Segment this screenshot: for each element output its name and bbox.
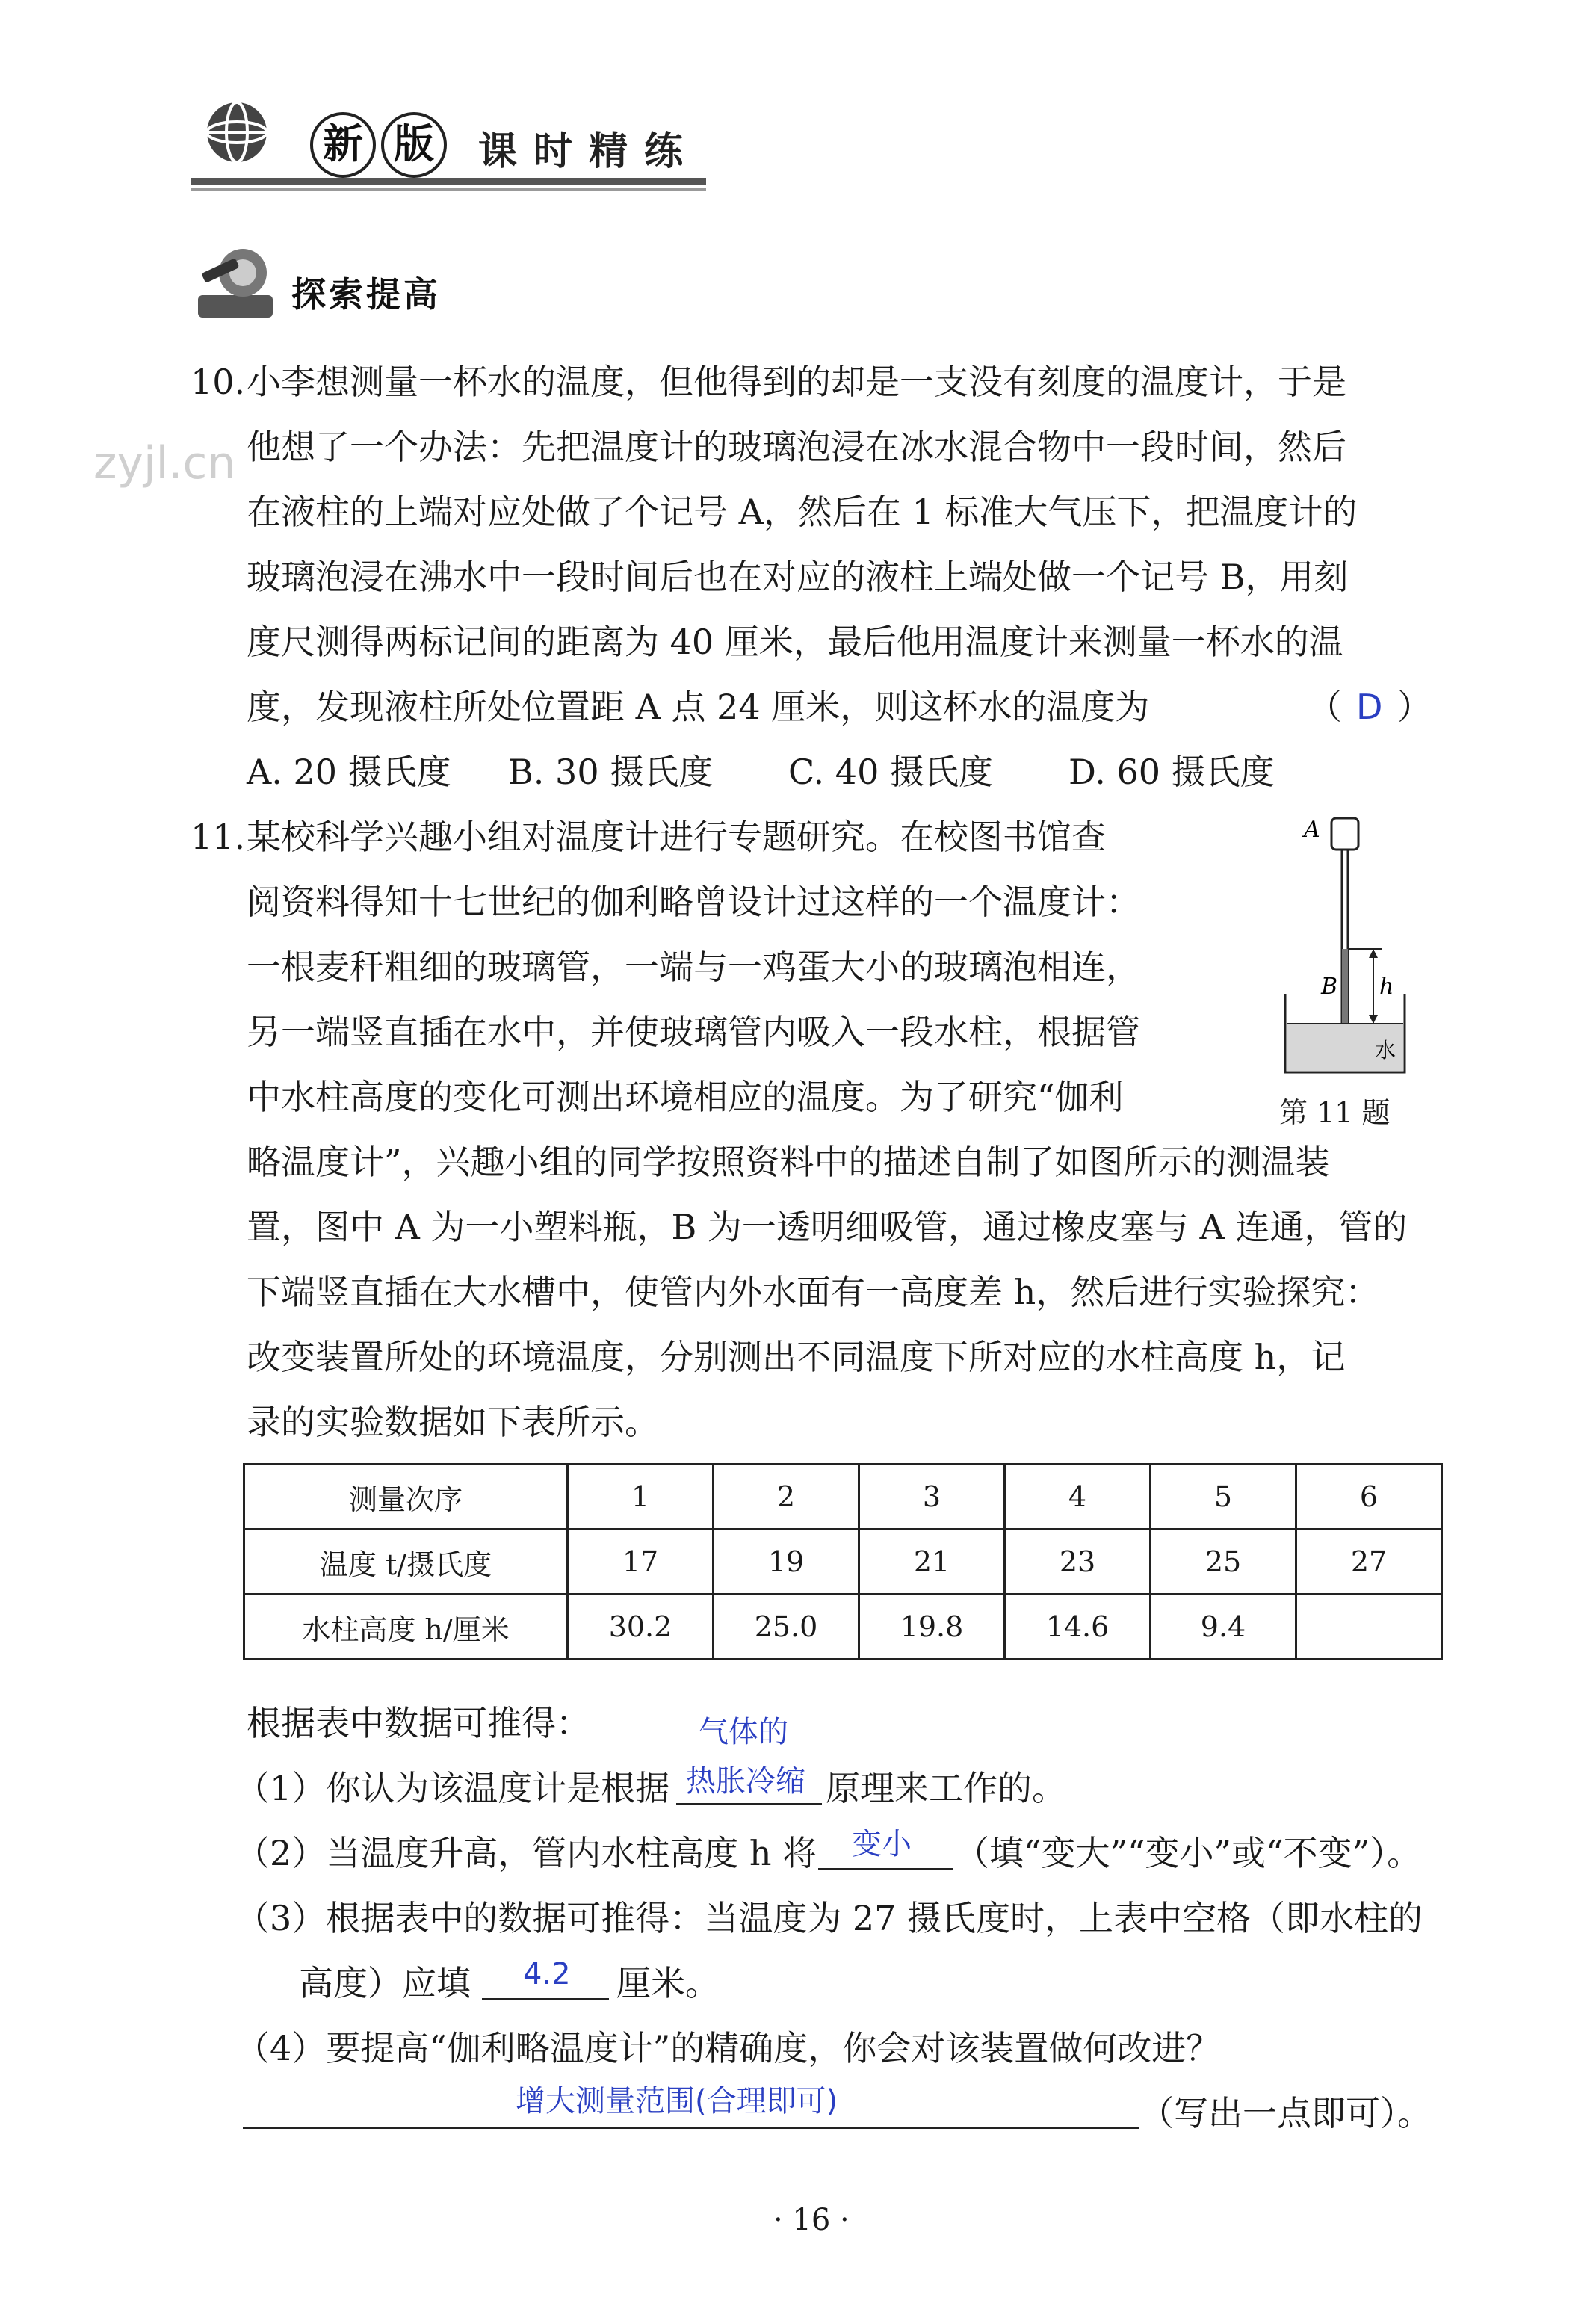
sub2-suffix: （填“变大”“变小”或“不变”）。 bbox=[955, 1833, 1422, 1873]
q10-line: 度尺测得两标记间的距离为 40 厘米，最后他用温度计来测量一杯水的温 bbox=[247, 622, 1343, 662]
table-cell: 4 bbox=[1005, 1465, 1151, 1530]
q10-paren-close: ） bbox=[1397, 687, 1432, 727]
table-cell: 19.8 bbox=[859, 1595, 1005, 1660]
sub4-suffix: （写出一点即可）。 bbox=[1139, 2093, 1432, 2133]
q10-answer: D bbox=[1356, 687, 1383, 727]
sub2-prefix: （2）当温度升高，管内水柱高度 h 将 bbox=[235, 1833, 817, 1873]
q10-line: 度，发现液柱所处位置距 A 点 24 厘米，则这杯水的温度为 bbox=[247, 687, 1150, 727]
header-logo bbox=[202, 97, 273, 168]
q10-line: 玻璃泡浸在沸水中一段时间后也在对应的液柱上端处做一个记号 B，用刻 bbox=[247, 557, 1349, 597]
table-header-cell: 温度 t/摄氏度 bbox=[244, 1530, 568, 1595]
table-cell: 25.0 bbox=[714, 1595, 859, 1660]
table-cell: 14.6 bbox=[1005, 1595, 1151, 1660]
q11-line: 改变装置所处的环境温度，分别测出不同温度下所对应的水柱高度 h，记 bbox=[247, 1337, 1346, 1377]
q11-line: 阅资料得知十七世纪的伽利略曾设计过这样的一个温度计： bbox=[247, 882, 1140, 922]
header-badge-edition: 版 bbox=[381, 112, 447, 178]
sub4-answer: 增大测量范围(合理即可) bbox=[516, 2084, 838, 2118]
sub2-answer: 变小 bbox=[852, 1827, 912, 1861]
q11-line: 下端竖直插在大水槽中，使管内外水面有一高度差 h，然后进行实验探究： bbox=[247, 1272, 1380, 1312]
sub3-line1: （3）根据表中的数据可推得：当温度为 27 摄氏度时，上表中空格（即水柱的 bbox=[235, 1898, 1423, 1938]
q10-line: 他想了一个办法：先把温度计的玻璃泡浸在冰水混合物中一段时间，然后 bbox=[247, 427, 1346, 467]
table-cell: 23 bbox=[1005, 1530, 1151, 1595]
table-cell: 25 bbox=[1151, 1530, 1296, 1595]
table-cell: 9.4 bbox=[1151, 1595, 1296, 1660]
watermark: zyjl.cn bbox=[93, 437, 236, 489]
q11-line: 某校科学兴趣小组对温度计进行专题研究。在校图书馆查 bbox=[247, 817, 1106, 857]
table-cell: 5 bbox=[1151, 1465, 1296, 1530]
q11-line: 中水柱高度的变化可测出环境相应的温度。为了研究“伽利 bbox=[247, 1077, 1124, 1117]
data-table bbox=[243, 1463, 1443, 1660]
table-row bbox=[244, 1465, 1442, 1530]
page-number: · 16 · bbox=[773, 2203, 850, 2237]
q10-paren-open: （ bbox=[1308, 687, 1342, 727]
table-cell: 30.2 bbox=[568, 1595, 714, 1660]
q10-option: B. 30 摄氏度 bbox=[508, 752, 714, 792]
table-cell: 19 bbox=[714, 1530, 859, 1595]
sub1-answer-top: 气体的 bbox=[699, 1715, 788, 1749]
section-title: 探索提高 bbox=[291, 274, 441, 315]
q10-option: C. 40 摄氏度 bbox=[788, 752, 993, 792]
header-title: 课时精练 bbox=[478, 129, 700, 174]
sub3-prefix: 高度）应填 bbox=[299, 1963, 471, 2003]
section-icon bbox=[191, 243, 280, 325]
q11-lead: 根据表中数据可推得： bbox=[247, 1703, 590, 1743]
q11-line: 置，图中 A 为一小塑料瓶，B 为一透明细吸管，通过橡皮塞与 A 连通，管的 bbox=[247, 1207, 1408, 1247]
table-cell: 3 bbox=[859, 1465, 1005, 1530]
sub4-line1: （4）要提高“伽利略温度计”的精确度，你会对该装置做何改进？ bbox=[235, 2028, 1221, 2068]
sub1-suffix: 原理来工作的。 bbox=[826, 1768, 1066, 1808]
q11-line: 另一端竖直插在水中，并使玻璃管内吸入一段水柱，根据管 bbox=[247, 1012, 1140, 1052]
table-cell: 6 bbox=[1296, 1465, 1442, 1530]
figure-label-h: h bbox=[1379, 974, 1394, 1000]
figure-label-a: A bbox=[1304, 817, 1320, 843]
table-cell: 17 bbox=[568, 1530, 714, 1595]
q11-line: 一根麦秆粗细的玻璃管，一端与一鸡蛋大小的玻璃泡相连， bbox=[247, 947, 1140, 987]
header-badge-new: 新 bbox=[310, 112, 376, 178]
table-cell: 21 bbox=[859, 1530, 1005, 1595]
sub3-answer: 4.2 bbox=[523, 1957, 571, 1991]
q11-line: 录的实验数据如下表所示。 bbox=[247, 1402, 659, 1442]
globe-icon bbox=[202, 97, 273, 168]
sub3-suffix: 厘米。 bbox=[616, 1963, 720, 2003]
galileo-thermometer-diagram bbox=[1263, 807, 1412, 1084]
sub3-blank bbox=[482, 1995, 609, 2000]
table-cell: 1 bbox=[568, 1465, 714, 1530]
q11-line: 略温度计”，兴趣小组的同学按照资料中的描述自制了如图所示的测温装 bbox=[247, 1142, 1330, 1182]
sub1-answer: 热胀冷缩 bbox=[686, 1764, 805, 1799]
sub4-blank bbox=[243, 2124, 1139, 2129]
sub2-blank bbox=[818, 1865, 953, 1870]
table-row bbox=[244, 1530, 1442, 1595]
table-header-cell: 水柱高度 h/厘米 bbox=[244, 1595, 568, 1660]
table-row bbox=[244, 1595, 1442, 1660]
q10-option: D. 60 摄氏度 bbox=[1068, 752, 1275, 792]
q11-figure bbox=[1263, 807, 1412, 1129]
telescope-icon bbox=[191, 243, 280, 325]
q10-line: 小李想测量一杯水的温度，但他得到的却是一支没有刻度的温度计，于是 bbox=[247, 362, 1346, 402]
figure-label-water: 水 bbox=[1375, 1038, 1396, 1063]
table-cell: 2 bbox=[714, 1465, 859, 1530]
header-rule-thin bbox=[191, 188, 706, 191]
q11-number: 11. bbox=[191, 817, 246, 857]
q10-option: A. 20 摄氏度 bbox=[247, 752, 451, 792]
table-cell-empty bbox=[1296, 1595, 1442, 1660]
table-cell: 27 bbox=[1296, 1530, 1442, 1595]
table-header-cell: 测量次序 bbox=[244, 1465, 568, 1530]
q10-number: 10. bbox=[191, 362, 246, 402]
figure-label-b: B bbox=[1321, 974, 1338, 1000]
q10-line: 在液柱的上端对应处做了个记号 A，然后在 1 标准大气压下，把温度计的 bbox=[247, 492, 1358, 532]
figure-caption: 第 11 题 bbox=[1279, 1096, 1391, 1129]
header-rule bbox=[191, 178, 706, 185]
sub1-prefix: （1）你认为该温度计是根据 bbox=[235, 1768, 670, 1808]
